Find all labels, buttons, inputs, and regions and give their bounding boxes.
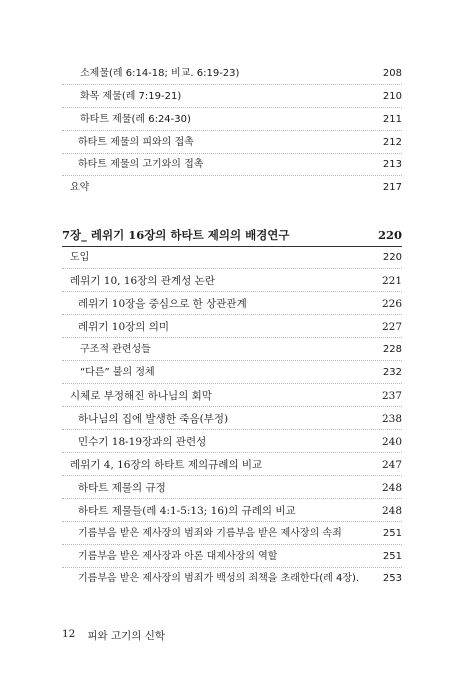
toc-entry-page: 248 — [381, 482, 402, 494]
toc-entry-label: 소제물(레 6:14-18; 비교. 6:19-23) — [80, 68, 240, 79]
dotted-divider — [62, 175, 402, 176]
toc-entry-page: 251 — [382, 528, 402, 539]
toc-entry — [62, 297, 402, 311]
toc-entry-page: 212 — [382, 137, 402, 148]
page-number: 12 — [62, 628, 76, 640]
toc-entry-label: 구조적 관련성들 — [80, 344, 151, 355]
toc-entry-page: 251 — [382, 551, 402, 562]
toc-entry-page: 247 — [381, 459, 402, 471]
running-title: 피와 고기의 신학 — [87, 630, 166, 642]
dotted-divider — [62, 337, 402, 338]
toc-entry — [62, 389, 402, 403]
toc-entry-label: 도입 — [70, 252, 90, 263]
toc-entry-label: 레위기 10장을 중심으로 한 상관관계 — [78, 298, 247, 310]
toc-entry-page: 240 — [381, 436, 402, 448]
toc-entry-page: 237 — [381, 390, 402, 402]
toc-entry-page: 211 — [382, 114, 402, 125]
toc-entry-page: 253 — [382, 573, 402, 584]
toc-entry — [62, 412, 402, 426]
chapter-page: 220 — [377, 228, 402, 242]
toc-entry-label: 레위기 10장의 의미 — [78, 321, 170, 333]
toc-entry — [62, 67, 402, 81]
toc-entry — [62, 435, 402, 449]
dotted-divider — [62, 567, 402, 568]
toc-entry-page: 232 — [382, 367, 402, 378]
toc-entry — [62, 136, 402, 150]
toc-entry-label: 레위기 10, 16장의 관계성 논란 — [70, 275, 215, 287]
dotted-divider — [62, 84, 402, 85]
toc-entry — [62, 481, 402, 495]
dotted-divider — [62, 314, 402, 315]
toc-entry — [62, 90, 402, 104]
toc-entry-label: 하타트 제물의 고기와의 접촉 — [78, 159, 204, 170]
toc-entry-label: 하나님의 집에 발생한 죽음(부정) — [78, 413, 229, 425]
dotted-divider — [62, 498, 402, 499]
toc-entry — [62, 251, 402, 265]
toc-entry-label: 하타트 제물들(레 4:1-5:13; 16)의 규례의 비교 — [78, 505, 296, 517]
dotted-divider — [62, 452, 402, 453]
toc-entry-page: 221 — [381, 275, 402, 287]
dotted-divider — [62, 107, 402, 108]
dotted-divider — [62, 268, 402, 269]
toc-entry — [62, 181, 402, 195]
toc-entry-label: “다른” 불의 정체 — [80, 367, 155, 378]
toc-entry — [62, 274, 402, 288]
toc-entry — [62, 550, 402, 564]
toc-entry-label: 요약 — [70, 182, 90, 193]
toc-entry-label: 레위기 4, 16장의 하타트 제의규례의 비교 — [70, 459, 263, 471]
toc-entry-label: 하타트 제물의 규정 — [78, 482, 166, 494]
dotted-divider — [62, 360, 402, 361]
toc-entry-label: 기름부음 받은 제사장과 아론 대제사장의 역할 — [78, 551, 278, 562]
toc-entry — [62, 458, 402, 472]
toc-entry — [62, 504, 402, 518]
toc-entry — [62, 320, 402, 334]
dotted-divider — [62, 429, 402, 430]
toc-entry-page: 238 — [381, 413, 402, 425]
toc-entry-label: 시체로 부정해진 하나님의 회막 — [70, 390, 212, 402]
toc-entry-label: 기름부음 받은 제사장의 범죄가 백성의 죄책을 초래한다(레 4장). — [78, 573, 360, 584]
dotted-divider — [62, 521, 402, 522]
toc-entry-page: 227 — [381, 321, 402, 333]
toc-entry — [62, 366, 402, 380]
toc-entry — [62, 113, 402, 127]
toc-entry-page: 226 — [381, 298, 402, 310]
toc-entry-page: 217 — [382, 182, 402, 193]
dotted-divider — [62, 406, 402, 407]
page-footer — [62, 628, 165, 643]
toc-entry-label: 하타트 제물(레 6:24-30) — [80, 114, 191, 125]
toc-entry — [62, 527, 402, 541]
dotted-divider — [62, 383, 402, 384]
toc-entry-label: 민수기 18-19장과의 관련성 — [78, 436, 207, 448]
toc-entry-page: 248 — [381, 505, 402, 517]
toc-entry — [62, 343, 402, 357]
chapter-divider — [62, 246, 402, 247]
chapter-heading — [62, 228, 402, 242]
toc-entry-page: 208 — [382, 68, 402, 79]
toc-entry-label: 기름부음 받은 제사장의 범죄와 기름부음 받은 제사장의 속죄 — [78, 528, 342, 539]
dotted-divider — [62, 544, 402, 545]
dotted-divider — [62, 291, 402, 292]
toc-entry-page: 213 — [382, 159, 402, 170]
toc-entry — [62, 158, 402, 172]
toc-entry-page: 228 — [382, 344, 402, 355]
toc-entry-label: 화목 제물(레 7:19-21) — [80, 91, 182, 102]
dotted-divider — [62, 153, 402, 154]
toc-entry-page: 210 — [382, 91, 402, 102]
toc-entry — [62, 572, 402, 586]
toc-entry-page: 220 — [382, 252, 402, 263]
dotted-divider — [62, 130, 402, 131]
dotted-divider — [62, 475, 402, 476]
toc-entry-label: 하타트 제물의 피와의 접촉 — [78, 137, 194, 148]
chapter-title: 7장_ 레위기 16장의 하타트 제의의 배경연구 — [62, 228, 290, 242]
